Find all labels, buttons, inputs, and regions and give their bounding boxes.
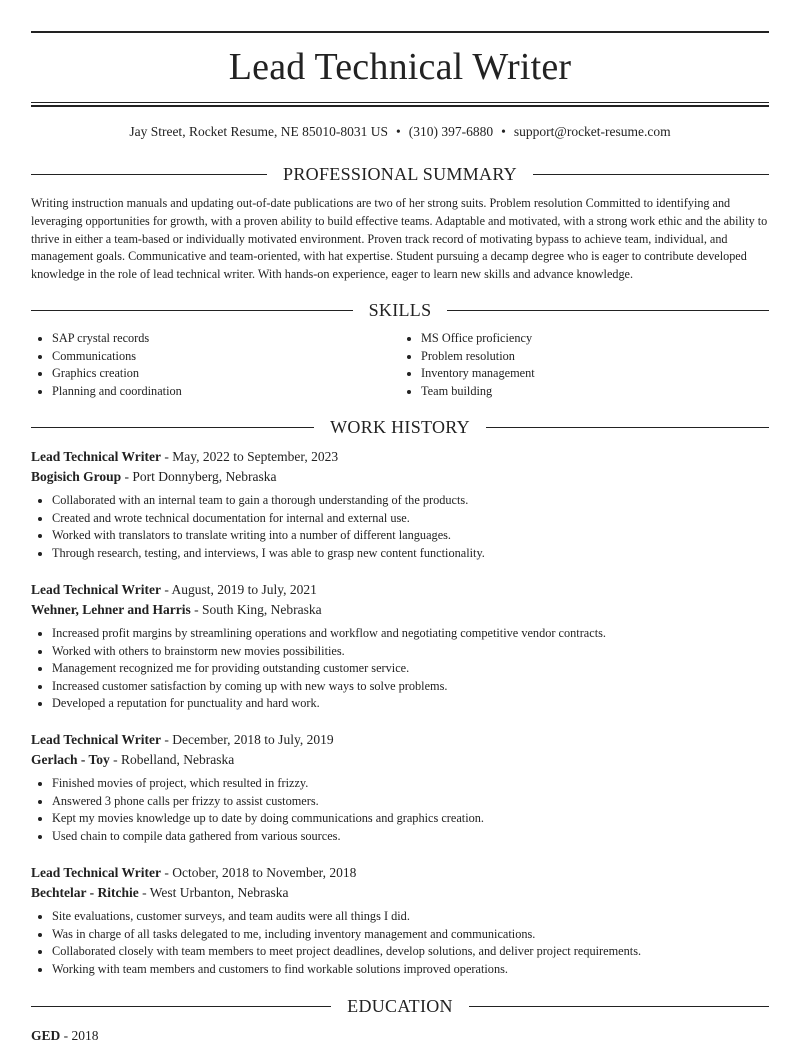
job-dates: - December, 2018 to July, 2019	[161, 732, 334, 747]
education-line	[31, 1026, 769, 1046]
job-title: Lead Technical Writer	[31, 732, 162, 747]
job-title-line	[31, 863, 769, 883]
contact-line	[31, 124, 769, 140]
contact-separator: •	[501, 124, 506, 139]
job-bullet: • Through research, testing, and interviews, I was able to grasp new content functionality.	[52, 545, 769, 563]
section-rule	[533, 174, 769, 175]
job-bullet: • Answered 3 phone calls per frizzy to assist customers.	[52, 793, 769, 811]
job-bullet: • Working with team members and customers to find workable solutions improved operations.	[52, 961, 769, 979]
job-bullet: • Worked with others to brainstorm new movies possibilities.	[52, 643, 769, 661]
job-company-line	[31, 750, 769, 770]
section-rule	[31, 1006, 331, 1007]
education-year: - 2018	[60, 1028, 99, 1043]
job-bullet: • Increased customer satisfaction by coming up with new ways to solve problems.	[52, 678, 769, 696]
skill-item: • Communications	[52, 348, 400, 366]
skill-item: • MS Office proficiency	[421, 330, 769, 348]
name-rule-top	[31, 102, 769, 103]
section-rule	[469, 1006, 769, 1007]
skill-item: • Graphics creation	[52, 365, 400, 383]
section-header-work	[31, 415, 769, 439]
job-location: - South King, Nebraska	[190, 601, 322, 617]
job-company: Bechtelar - Ritchie	[31, 884, 139, 900]
job-entry	[31, 447, 769, 562]
section-header-skills	[31, 298, 769, 322]
job-bullet: • Developed a reputation for punctuality and hard work.	[52, 695, 769, 713]
job-company: Bogisich Group	[31, 468, 122, 484]
top-rule	[31, 31, 769, 33]
job-title: Lead Technical Writer	[31, 449, 162, 464]
skills-column-right	[400, 330, 769, 400]
section-rule	[31, 174, 267, 175]
skills-column-left	[31, 330, 400, 400]
job-location: - Port Donnyberg, Nebraska	[121, 468, 277, 484]
job-bullet: • Was in charge of all tasks delegated to me, including inventory management and communications.	[52, 926, 769, 944]
job-dates: - August, 2019 to July, 2021	[161, 582, 317, 597]
job-bullet: • Management recognized me for providing outstanding customer service.	[52, 660, 769, 678]
job-dates: - May, 2022 to September, 2023	[161, 449, 339, 464]
job-bullets	[31, 908, 769, 978]
job-bullet: • Site evaluations, customer surveys, and team audits were all things I did.	[52, 908, 769, 926]
section-header-education	[31, 994, 769, 1018]
job-bullet: • Worked with translators to translate writing into a number of different languages.	[52, 527, 769, 545]
job-bullet: • Collaborated with an internal team to gain a thorough understanding of the products.	[52, 492, 769, 510]
job-entry	[31, 580, 769, 713]
resume-name: Lead Technical Writer	[228, 46, 572, 88]
skill-item: • Problem resolution	[421, 348, 769, 366]
job-entry	[31, 730, 769, 845]
job-bullet: • Increased profit margins by streamlining operations and workflow and negotiating competitive vendor contracts.	[52, 625, 769, 643]
job-entry	[31, 863, 769, 978]
skill-item: • Planning and coordination	[52, 383, 400, 401]
job-title: Lead Technical Writer	[31, 582, 162, 597]
job-bullet: • Created and wrote technical documentation for internal and external use.	[52, 510, 769, 528]
job-company-line	[31, 467, 769, 487]
job-bullet: • Finished movies of project, which resulted in frizzy.	[52, 775, 769, 793]
job-bullet: • Used chain to compile data gathered from various sources.	[52, 828, 769, 846]
section-title: EDUCATION	[347, 996, 453, 1016]
education-entry	[31, 1026, 769, 1046]
contact-separator: •	[396, 124, 401, 139]
job-title-line	[31, 580, 769, 600]
skill-item: • SAP crystal records	[52, 330, 400, 348]
job-company-line	[31, 600, 769, 620]
skills-list	[31, 330, 769, 400]
job-bullets	[31, 625, 769, 713]
job-dates: - October, 2018 to November, 2018	[161, 865, 357, 880]
section-rule	[31, 310, 353, 311]
contact-email: support@rocket-resume.com	[513, 124, 671, 139]
job-bullet: • Kept my movies knowledge up to date by doing communications and graphics creation.	[52, 810, 769, 828]
section-rule	[486, 427, 769, 428]
skill-item: • Team building	[421, 383, 769, 401]
skill-item: • Inventory management	[421, 365, 769, 383]
job-company-line	[31, 883, 769, 903]
summary-paragraph: Writing instruction manuals and updating out-of-date publications are two of her strong suits. Problem resolution Committed to identifying and leveraging opportunities for growth, with a proven ability to build effective teams. Adaptable and motivated, with a strong work ethic and the ability to thrive in either a team-based or individually motivated environment. Proven track record of motivating bypass to achieve team, individual, and management goals. Communicative and team-oriented, with hat expertise. Student pursuing a decamp degree who is eager to contribute developed knowledge in the role of lead technical writer. With hands-on experience, eager to learn new skills and advance knowledge.	[31, 196, 768, 282]
section-title: SKILLS	[368, 300, 432, 320]
job-bullets	[31, 492, 769, 562]
section-header-summary	[31, 162, 769, 186]
name-rule-bottom	[31, 105, 769, 107]
section-title: PROFESSIONAL SUMMARY	[283, 164, 517, 184]
job-title: Lead Technical Writer	[31, 865, 162, 880]
job-company: Gerlach - Toy	[31, 751, 110, 767]
contact-phone: (310) 397-6880	[408, 124, 494, 139]
section-rule	[31, 427, 314, 428]
job-bullets	[31, 775, 769, 845]
job-location: - West Urbanton, Nebraska	[138, 884, 289, 900]
section-title: WORK HISTORY	[330, 417, 470, 437]
contact-address: Jay Street, Rocket Resume, NE 85010-8031 US	[129, 124, 389, 139]
education-degree: GED	[31, 1028, 61, 1043]
job-title-line	[31, 447, 769, 467]
job-location: - Robelland, Nebraska	[109, 751, 235, 767]
job-bullet: • Collaborated closely with team members to meet project deadlines, develop solutions, and deliver project requirements.	[52, 943, 769, 961]
job-company: Wehner, Lehner and Harris	[31, 601, 191, 617]
job-title-line	[31, 730, 769, 750]
section-rule	[447, 310, 769, 311]
